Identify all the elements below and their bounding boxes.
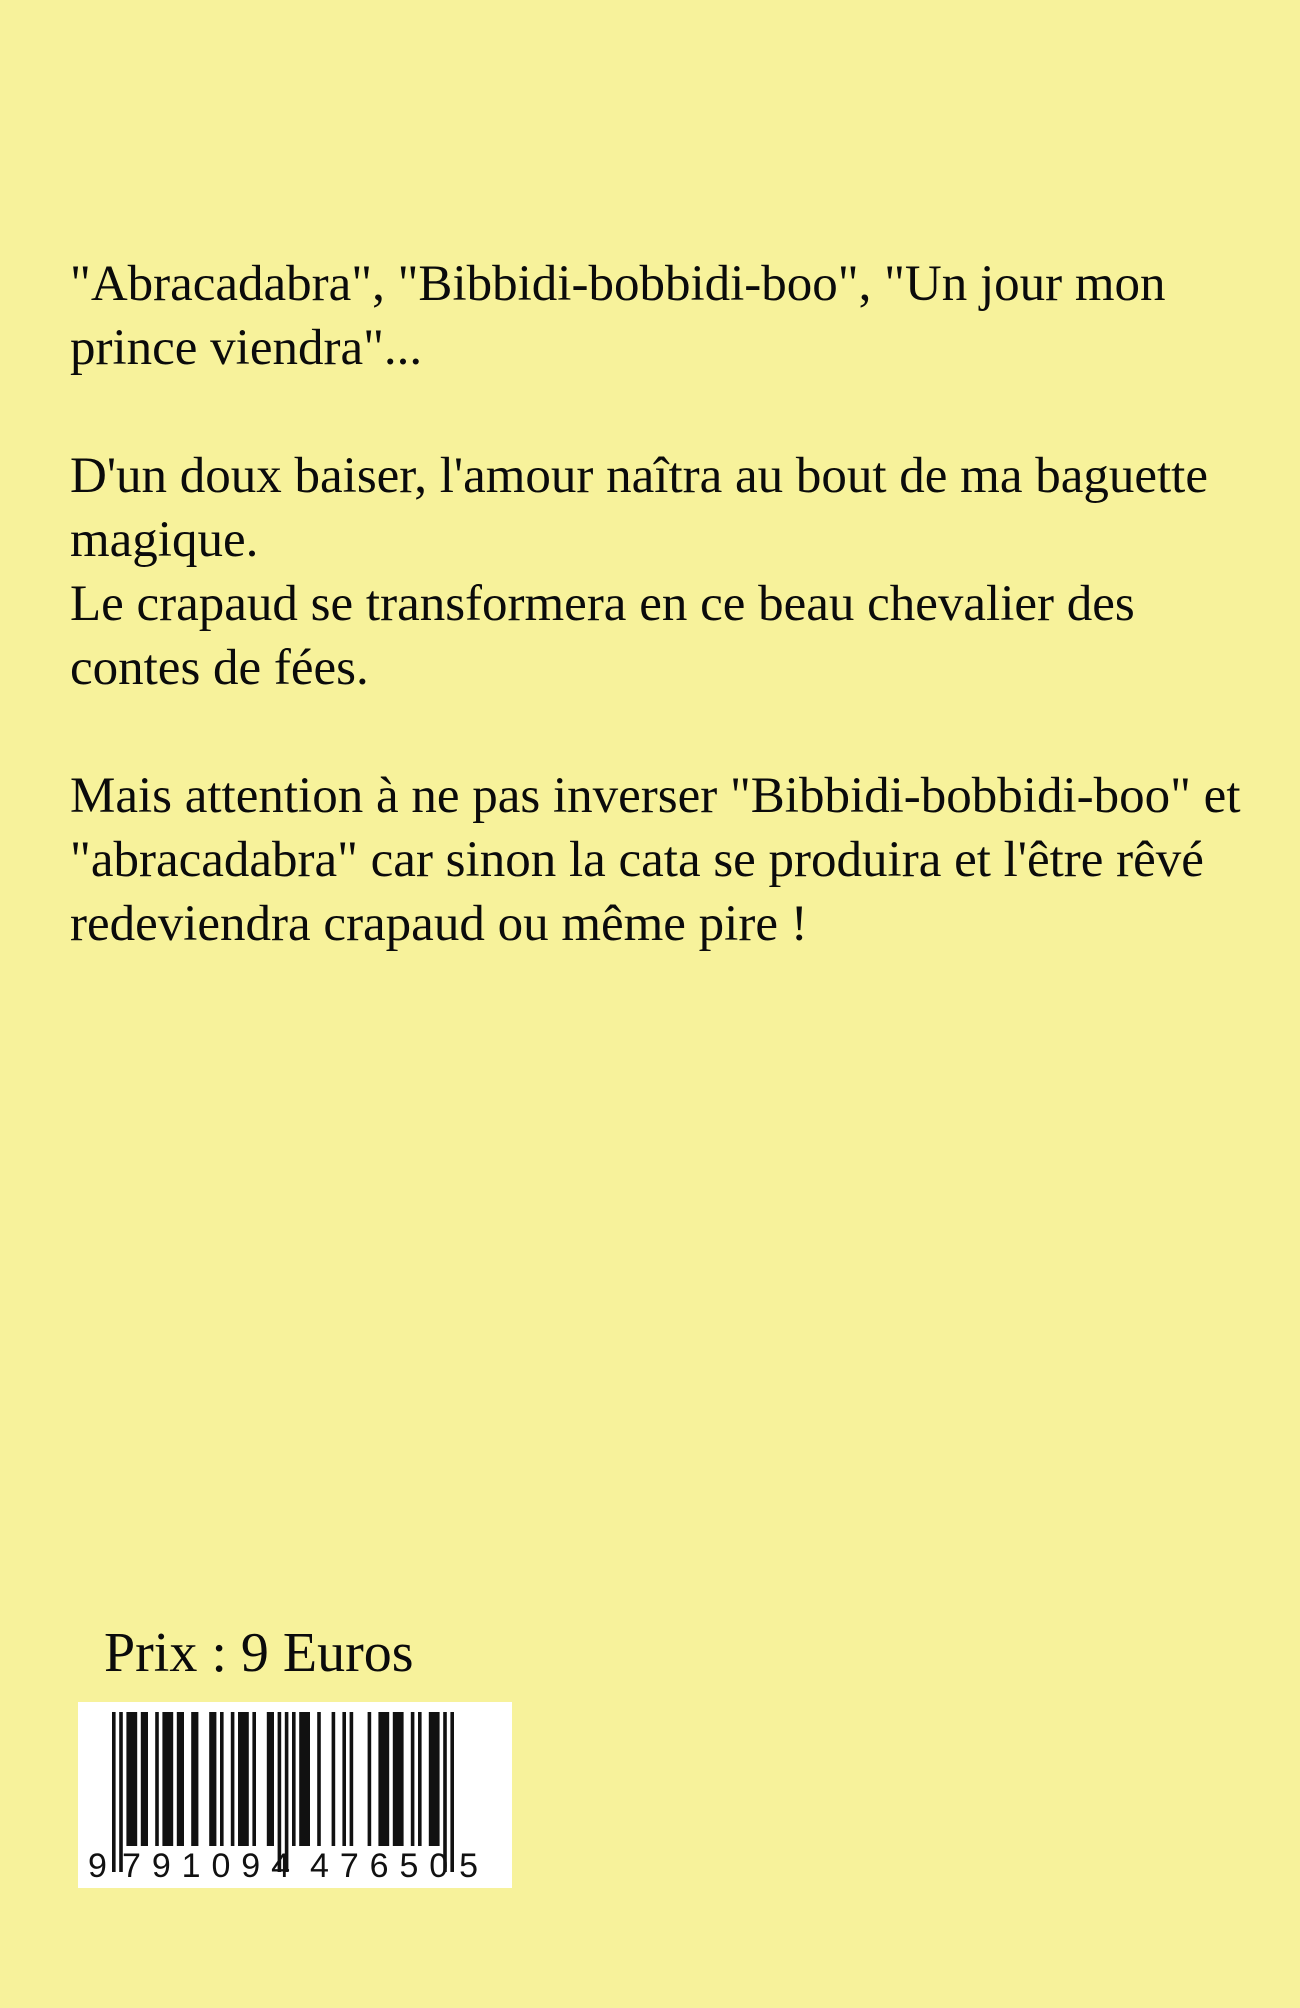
barcode-bar [292,1712,296,1846]
barcode-bar [141,1712,148,1846]
barcode-graphic [78,1702,512,1888]
isbn-barcode [78,1702,512,1888]
barcode-bar [162,1712,173,1846]
blurb-paragraph-3: Mais attention à ne pas inverser "Bibbidi-bobbidi-boo" et "abracadabra" car sinon la cata se produira et l'être rêvé redeviendra crapaud ou même pire ! [70,768,1241,952]
barcode-bar [418,1712,422,1846]
barcode-bar [378,1712,389,1846]
barcode-bar [342,1712,346,1846]
price-label: Prix : 9 Euros [104,1622,414,1684]
barcode-guard-bar [450,1712,454,1872]
blurb-paragraph-2-text: D'un doux baiser, l'amour naîtra au bout de ma baguette magique. Le crapaud se transformera en ce beau chevalier des contes de fées. [70,448,1208,696]
barcode-bar [191,1712,198,1846]
barcode-bar [177,1712,184,1846]
back-cover-blurb [70,252,1250,956]
barcode-bar [155,1712,159,1846]
barcode-bar [126,1712,137,1846]
barcode-bar [238,1712,249,1846]
barcode-bar [267,1712,274,1846]
barcode-bar [393,1712,404,1846]
barcode-bar [350,1712,354,1846]
blurb-paragraph-2 [70,444,1250,700]
barcode-bar [332,1712,336,1846]
barcode-bar [317,1712,321,1846]
barcode-bar [368,1712,372,1846]
barcode-bar [429,1712,440,1846]
blurb-paragraph-1: "Abracadabra", "Bibbidi-bobbidi-boo", "Un jour mon prince viendra"... [70,256,1166,376]
barcode-left-digits: 791094 [122,1847,290,1885]
barcode-bar [231,1712,235,1846]
barcode-bar [220,1712,224,1846]
barcode-bar [411,1712,415,1846]
barcode-first-digit: 9 [88,1847,107,1885]
barcode-bar [252,1712,256,1846]
barcode-right-digits: 476505 [310,1847,478,1885]
barcode-guard-bar [112,1712,116,1872]
barcode-bar [299,1712,310,1846]
barcode-bar [209,1712,216,1846]
